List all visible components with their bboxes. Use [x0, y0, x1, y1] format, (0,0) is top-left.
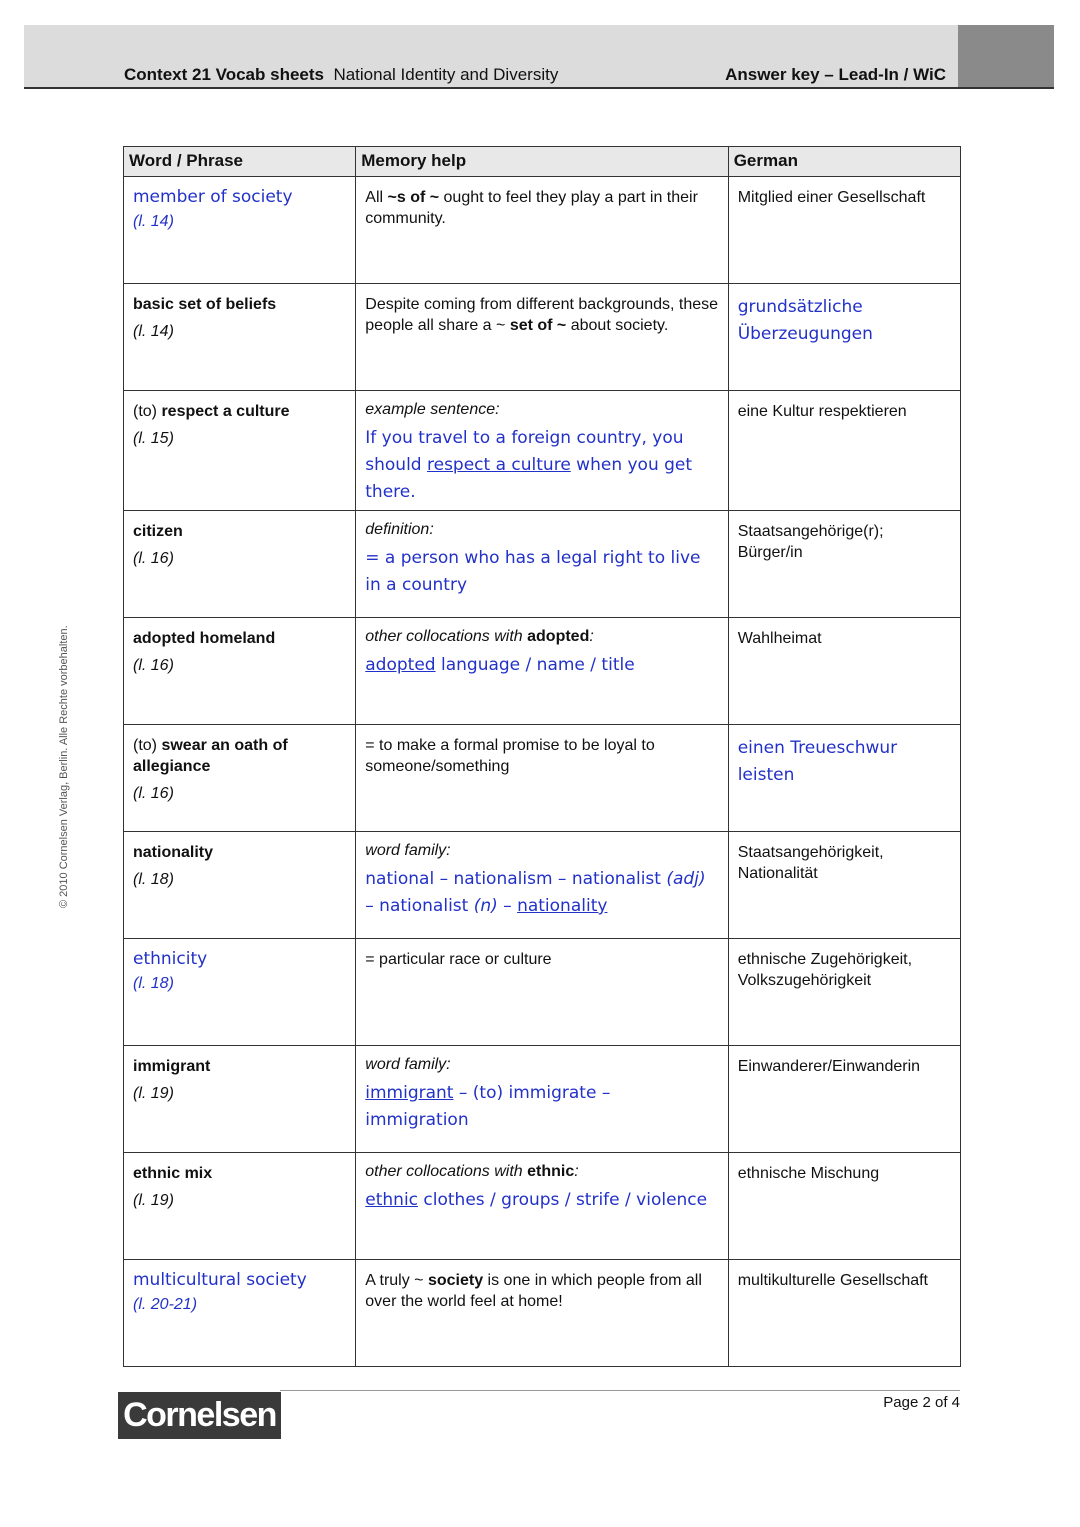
table-row — [124, 177, 961, 284]
german-cell — [728, 1153, 960, 1260]
memory-cell — [356, 618, 728, 725]
memory-handwriting: – — [497, 896, 518, 916]
memory-cell — [356, 1046, 728, 1153]
german: Staatsangehörige(r); Bürger/in — [737, 523, 884, 561]
memory-label-bold: ethnic — [527, 1163, 575, 1180]
table-row — [124, 1153, 961, 1260]
header-divider — [24, 87, 1054, 89]
word-cell — [124, 1153, 356, 1260]
german: Einwanderer/Einwanderin — [737, 1058, 921, 1075]
word: multicultural society — [133, 1270, 307, 1290]
word-cell — [124, 511, 356, 618]
line-ref: (l. 16) — [133, 785, 174, 802]
word: respect a culture — [161, 403, 290, 420]
page-number: Page 2 of 4 — [883, 1394, 960, 1411]
header-title — [124, 65, 558, 85]
line-ref: (l. 18) — [133, 871, 174, 888]
memory-label: definition: — [365, 521, 434, 538]
german: Staatsangehörigkeit, Nationalität — [737, 844, 884, 882]
table-row — [124, 511, 961, 618]
table-header-row — [124, 147, 961, 177]
memory-handwriting: when you get there. — [365, 455, 693, 502]
german-cell — [728, 511, 960, 618]
word-cell — [124, 177, 356, 284]
answer-key-label: Answer key – Lead-In / WiC — [725, 65, 946, 84]
memory-text: Despite coming from different backgrounds, these people all share a ~ — [365, 296, 719, 334]
memory-text: All — [365, 189, 388, 206]
word: basic set of beliefs — [133, 296, 277, 313]
memory-bold: ~s of ~ — [387, 189, 440, 206]
memory-cell — [356, 1153, 728, 1260]
word-cell — [124, 1046, 356, 1153]
memory-cell — [356, 511, 728, 618]
table-row — [124, 618, 961, 725]
memory-underlined: nationality — [517, 896, 608, 916]
topic-title: National Identity and Diversity — [333, 65, 559, 84]
word-cell — [124, 939, 356, 1046]
series-title: Context 21 Vocab sheets — [124, 65, 324, 84]
memory-handwriting: (adj) — [666, 869, 706, 889]
table-row — [124, 391, 961, 511]
table-row — [124, 1260, 961, 1367]
header-corner-block — [958, 25, 1054, 87]
word-cell — [124, 391, 356, 511]
german: ethnische Mischung — [737, 1165, 880, 1182]
memory-label: : — [574, 1163, 579, 1180]
word-cell — [124, 832, 356, 939]
memory-label: word family: — [365, 842, 451, 859]
german: Wahlheimat — [737, 630, 822, 647]
table-row — [124, 725, 961, 832]
memory-handwriting: clothes / groups / strife / violence — [418, 1190, 708, 1210]
german-cell — [728, 1260, 960, 1367]
column-header-german: German — [728, 147, 960, 177]
footer-divider — [280, 1390, 960, 1391]
word-cell — [124, 1260, 356, 1367]
memory-text: is one in which people from all over the world feel at home! — [365, 1272, 702, 1310]
table-row — [124, 1046, 961, 1153]
line-ref: (l. 15) — [133, 430, 174, 447]
memory-label: other collocations with — [365, 1163, 528, 1180]
line-ref: (l. 19) — [133, 1192, 174, 1209]
word-cell — [124, 618, 356, 725]
word-cell — [124, 725, 356, 832]
table-row — [124, 832, 961, 939]
memory-underlined: immigrant — [365, 1083, 454, 1103]
german: multikulturelle Gesellschaft — [737, 1272, 928, 1289]
word: immigrant — [133, 1058, 211, 1075]
word: adopted homeland — [133, 630, 276, 647]
german-cell — [728, 1046, 960, 1153]
memory-handwriting: – (to) immigrate – immigration — [365, 1083, 611, 1130]
vocab-table — [123, 146, 961, 1367]
german: einen Treueschwur leisten — [737, 738, 898, 785]
memory-underlined: respect a culture — [427, 455, 571, 475]
memory-cell — [356, 939, 728, 1046]
german-cell — [728, 725, 960, 832]
memory-text: = particular race or culture — [365, 951, 552, 968]
word: swear an oath of allegiance — [133, 737, 288, 775]
memory-cell — [356, 284, 728, 391]
memory-cell — [356, 1260, 728, 1367]
memory-cell — [356, 832, 728, 939]
table-row — [124, 939, 961, 1046]
word-cell — [124, 284, 356, 391]
german: ethnische Zugehörigkeit, Volkszugehörigkeit — [737, 951, 913, 989]
memory-underlined: adopted — [365, 655, 436, 675]
word: nationality — [133, 844, 214, 861]
cornelsen-logo: Cornelsen — [118, 1392, 281, 1439]
word-prefix: (to) — [133, 737, 162, 754]
memory-label: example sentence: — [365, 401, 500, 418]
memory-label: other collocations with — [365, 628, 528, 645]
german: grundsätzliche Überzeugungen — [737, 297, 873, 344]
memory-handwriting: language / name / title — [435, 655, 635, 675]
memory-handwriting: national – nationalism – nationalist — [365, 869, 667, 889]
line-ref: (l. 14) — [133, 213, 174, 230]
memory-underlined: ethnic — [365, 1190, 419, 1210]
line-ref: (l. 20-21) — [133, 1296, 198, 1313]
word: ethnicity — [133, 949, 208, 969]
memory-label: : — [589, 628, 594, 645]
table-row — [124, 284, 961, 391]
memory-bold: society — [427, 1272, 484, 1289]
line-ref: (l. 14) — [133, 323, 174, 340]
memory-text: = to make a formal promise to be loyal to someone/something — [365, 737, 655, 775]
memory-cell — [356, 177, 728, 284]
column-header-word: Word / Phrase — [124, 147, 356, 177]
word: citizen — [133, 523, 183, 540]
memory-bold: set of ~ — [509, 317, 567, 334]
column-header-memory: Memory help — [356, 147, 728, 177]
german-cell — [728, 177, 960, 284]
line-ref: (l. 18) — [133, 975, 174, 992]
german: eine Kultur respektieren — [737, 403, 907, 420]
german-cell — [728, 832, 960, 939]
word: member of society — [133, 187, 293, 207]
memory-cell — [356, 725, 728, 832]
memory-label: word family: — [365, 1056, 451, 1073]
memory-text: about society. — [566, 317, 669, 334]
line-ref: (l. 19) — [133, 1085, 174, 1102]
memory-handwriting: If you travel to a foreign country, you should — [365, 428, 684, 475]
german-cell — [728, 939, 960, 1046]
word: ethnic mix — [133, 1165, 213, 1182]
memory-label-bold: adopted — [527, 628, 590, 645]
memory-cell — [356, 391, 728, 511]
german: Mitglied einer Gesellschaft — [737, 189, 926, 206]
memory-handwriting: – nationalist — [365, 896, 474, 916]
memory-text: ought to feel they play a part in their community. — [365, 189, 698, 227]
line-ref: (l. 16) — [133, 657, 174, 674]
memory-text: A truly ~ — [365, 1272, 428, 1289]
line-ref: (l. 16) — [133, 550, 174, 567]
memory-handwriting: = a person who has a legal right to live in a country — [365, 548, 701, 595]
copyright-notice: © 2010 Cornelsen Verlag, Berlin. Alle Rechte vorbehalten. — [58, 625, 70, 908]
memory-handwriting: (n) — [473, 896, 498, 916]
word-prefix: (to) — [133, 403, 162, 420]
german-cell — [728, 618, 960, 725]
german-cell — [728, 391, 960, 511]
german-cell — [728, 284, 960, 391]
